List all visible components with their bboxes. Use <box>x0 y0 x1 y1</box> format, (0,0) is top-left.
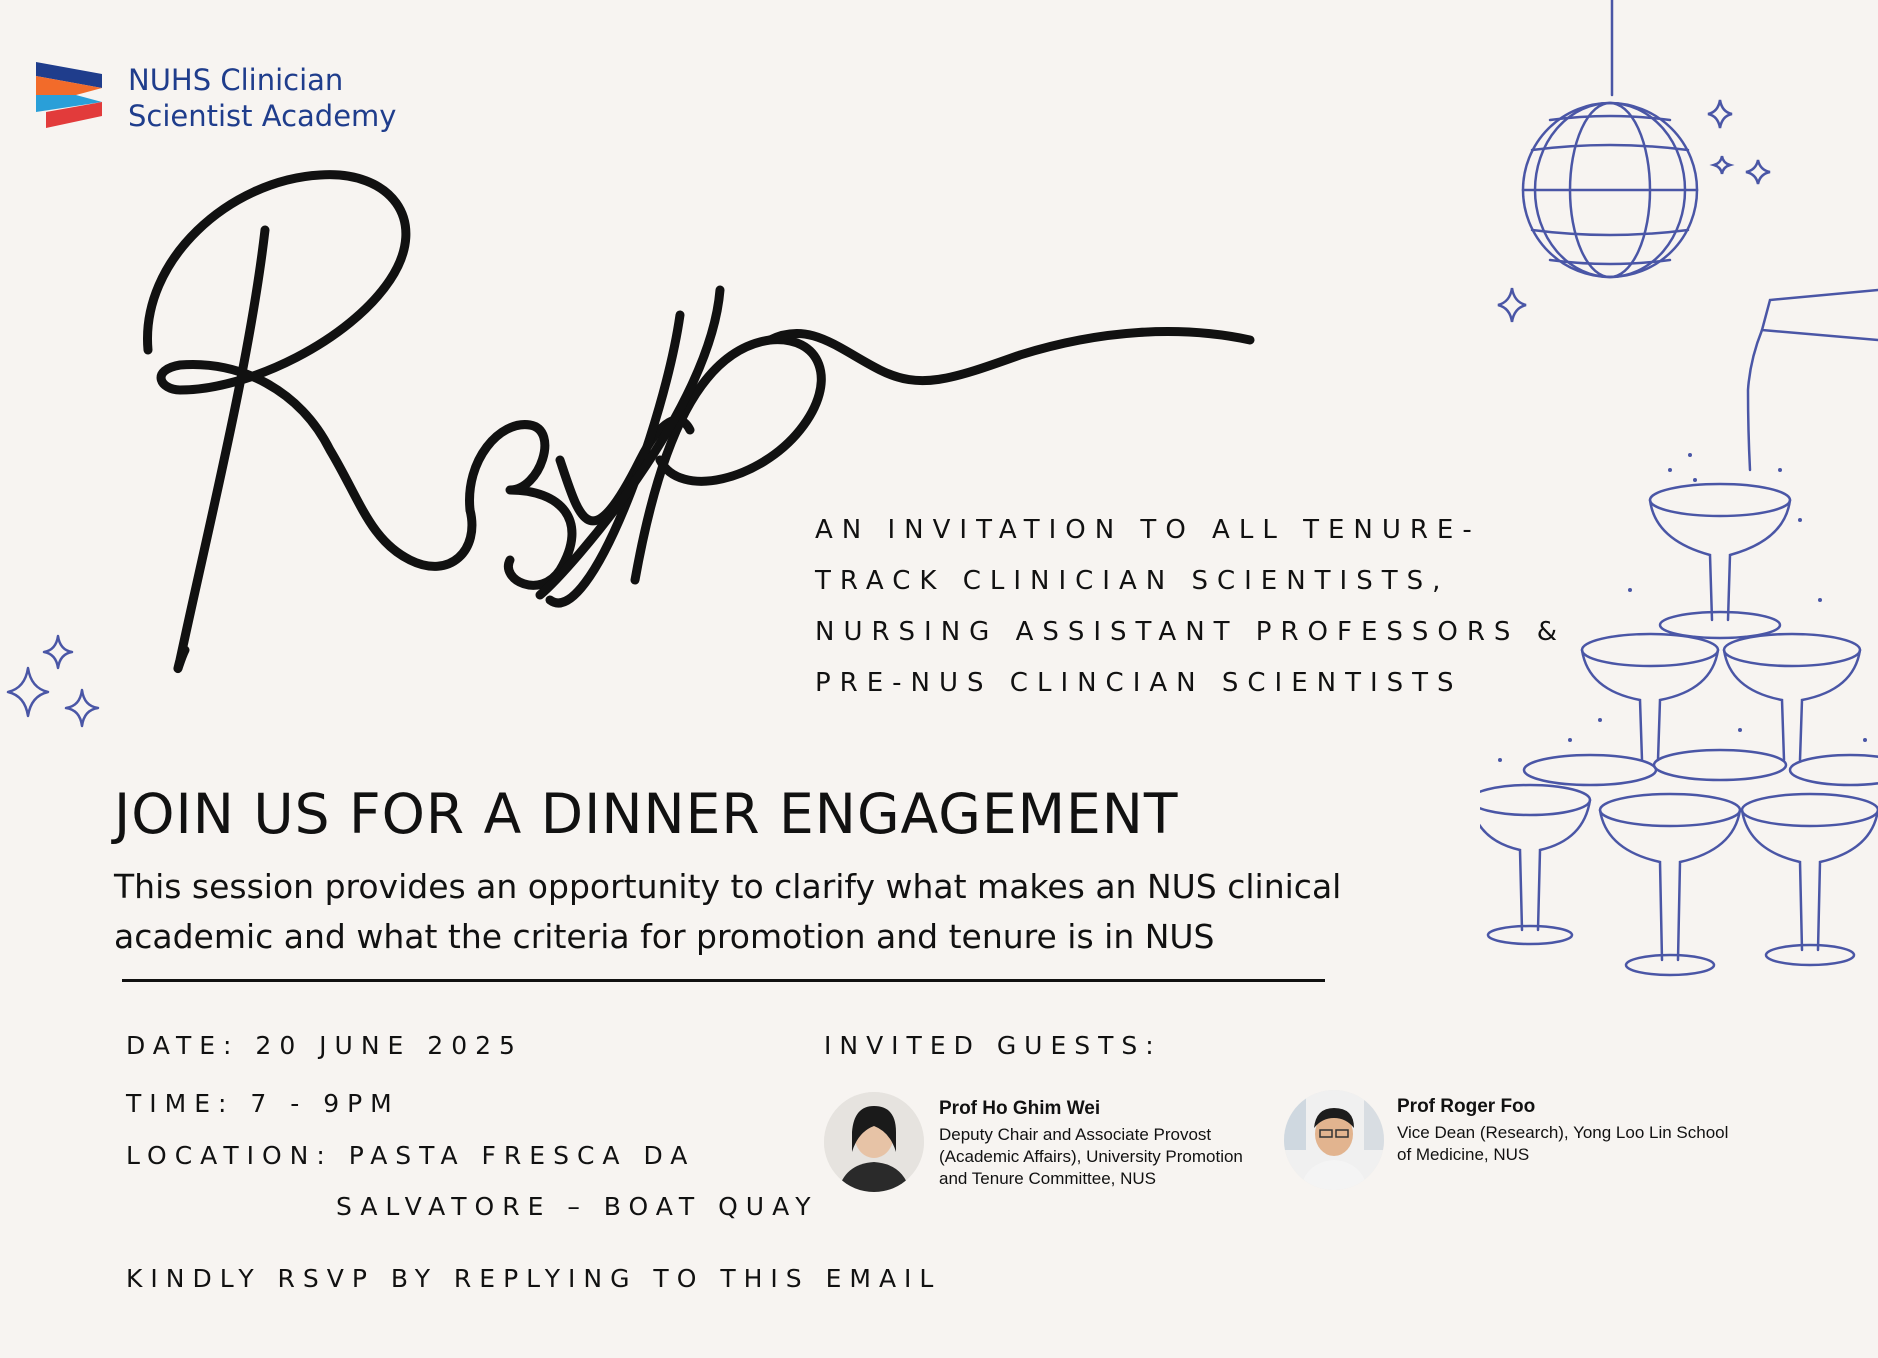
event-time: TIME: 7 - 9PM <box>126 1089 400 1118</box>
nuhs-logo-icon <box>36 62 106 128</box>
invitation-text <box>815 505 1575 709</box>
guest-role: Vice Dean (Research), Yong Loo Lin School of Medicine, NUS <box>1397 1123 1729 1164</box>
brand-line-2: Scientist Academy <box>128 99 397 133</box>
invitation-line: NURSING ASSISTANT PROFESSORS & <box>815 617 1566 647</box>
avatar <box>824 1092 924 1192</box>
brand-line-1: NUHS Clinician <box>128 63 344 97</box>
event-location-line-2: SALVATORE – BOAT QUAY <box>336 1192 819 1221</box>
divider <box>122 979 1325 982</box>
guests-label: INVITED GUESTS: <box>824 1031 1162 1060</box>
description <box>114 862 1414 962</box>
guest-role: Deputy Chair and Associate Provost (Academic Affairs), University Promotion and Tenure Committee, NUS <box>939 1125 1243 1188</box>
description-line: academic and what the criteria for promotion and tenure is in NUS <box>114 917 1215 956</box>
invitation-line: PRE-NUS CLINCIAN SCIENTISTS <box>815 668 1463 698</box>
brand-name <box>128 62 396 134</box>
description-line: This session provides an opportunity to clarify what makes an NUS clinical <box>114 867 1342 906</box>
sparkle-icon <box>0 626 110 746</box>
guest-name: Prof Ho Ghim Wei <box>939 1098 1101 1119</box>
invitation-line: TRACK CLINICIAN SCIENTISTS, <box>815 566 1450 596</box>
disco-ball-icon <box>1523 0 1697 277</box>
headline: JOIN US FOR A DINNER ENGAGEMENT <box>114 782 1179 846</box>
event-location: LOCATION: PASTA FRESCA DA <box>126 1141 696 1170</box>
rsvp-note: KINDLY RSVP BY REPLYING TO THIS EMAIL <box>126 1264 942 1293</box>
invitation-line: AN INVITATION TO ALL TENURE- <box>815 515 1481 545</box>
event-date: DATE: 20 JUNE 2025 <box>126 1031 523 1060</box>
avatar <box>1284 1090 1384 1190</box>
champagne-tower-icon <box>1480 0 1878 990</box>
guest-name: Prof Roger Foo <box>1397 1096 1536 1117</box>
